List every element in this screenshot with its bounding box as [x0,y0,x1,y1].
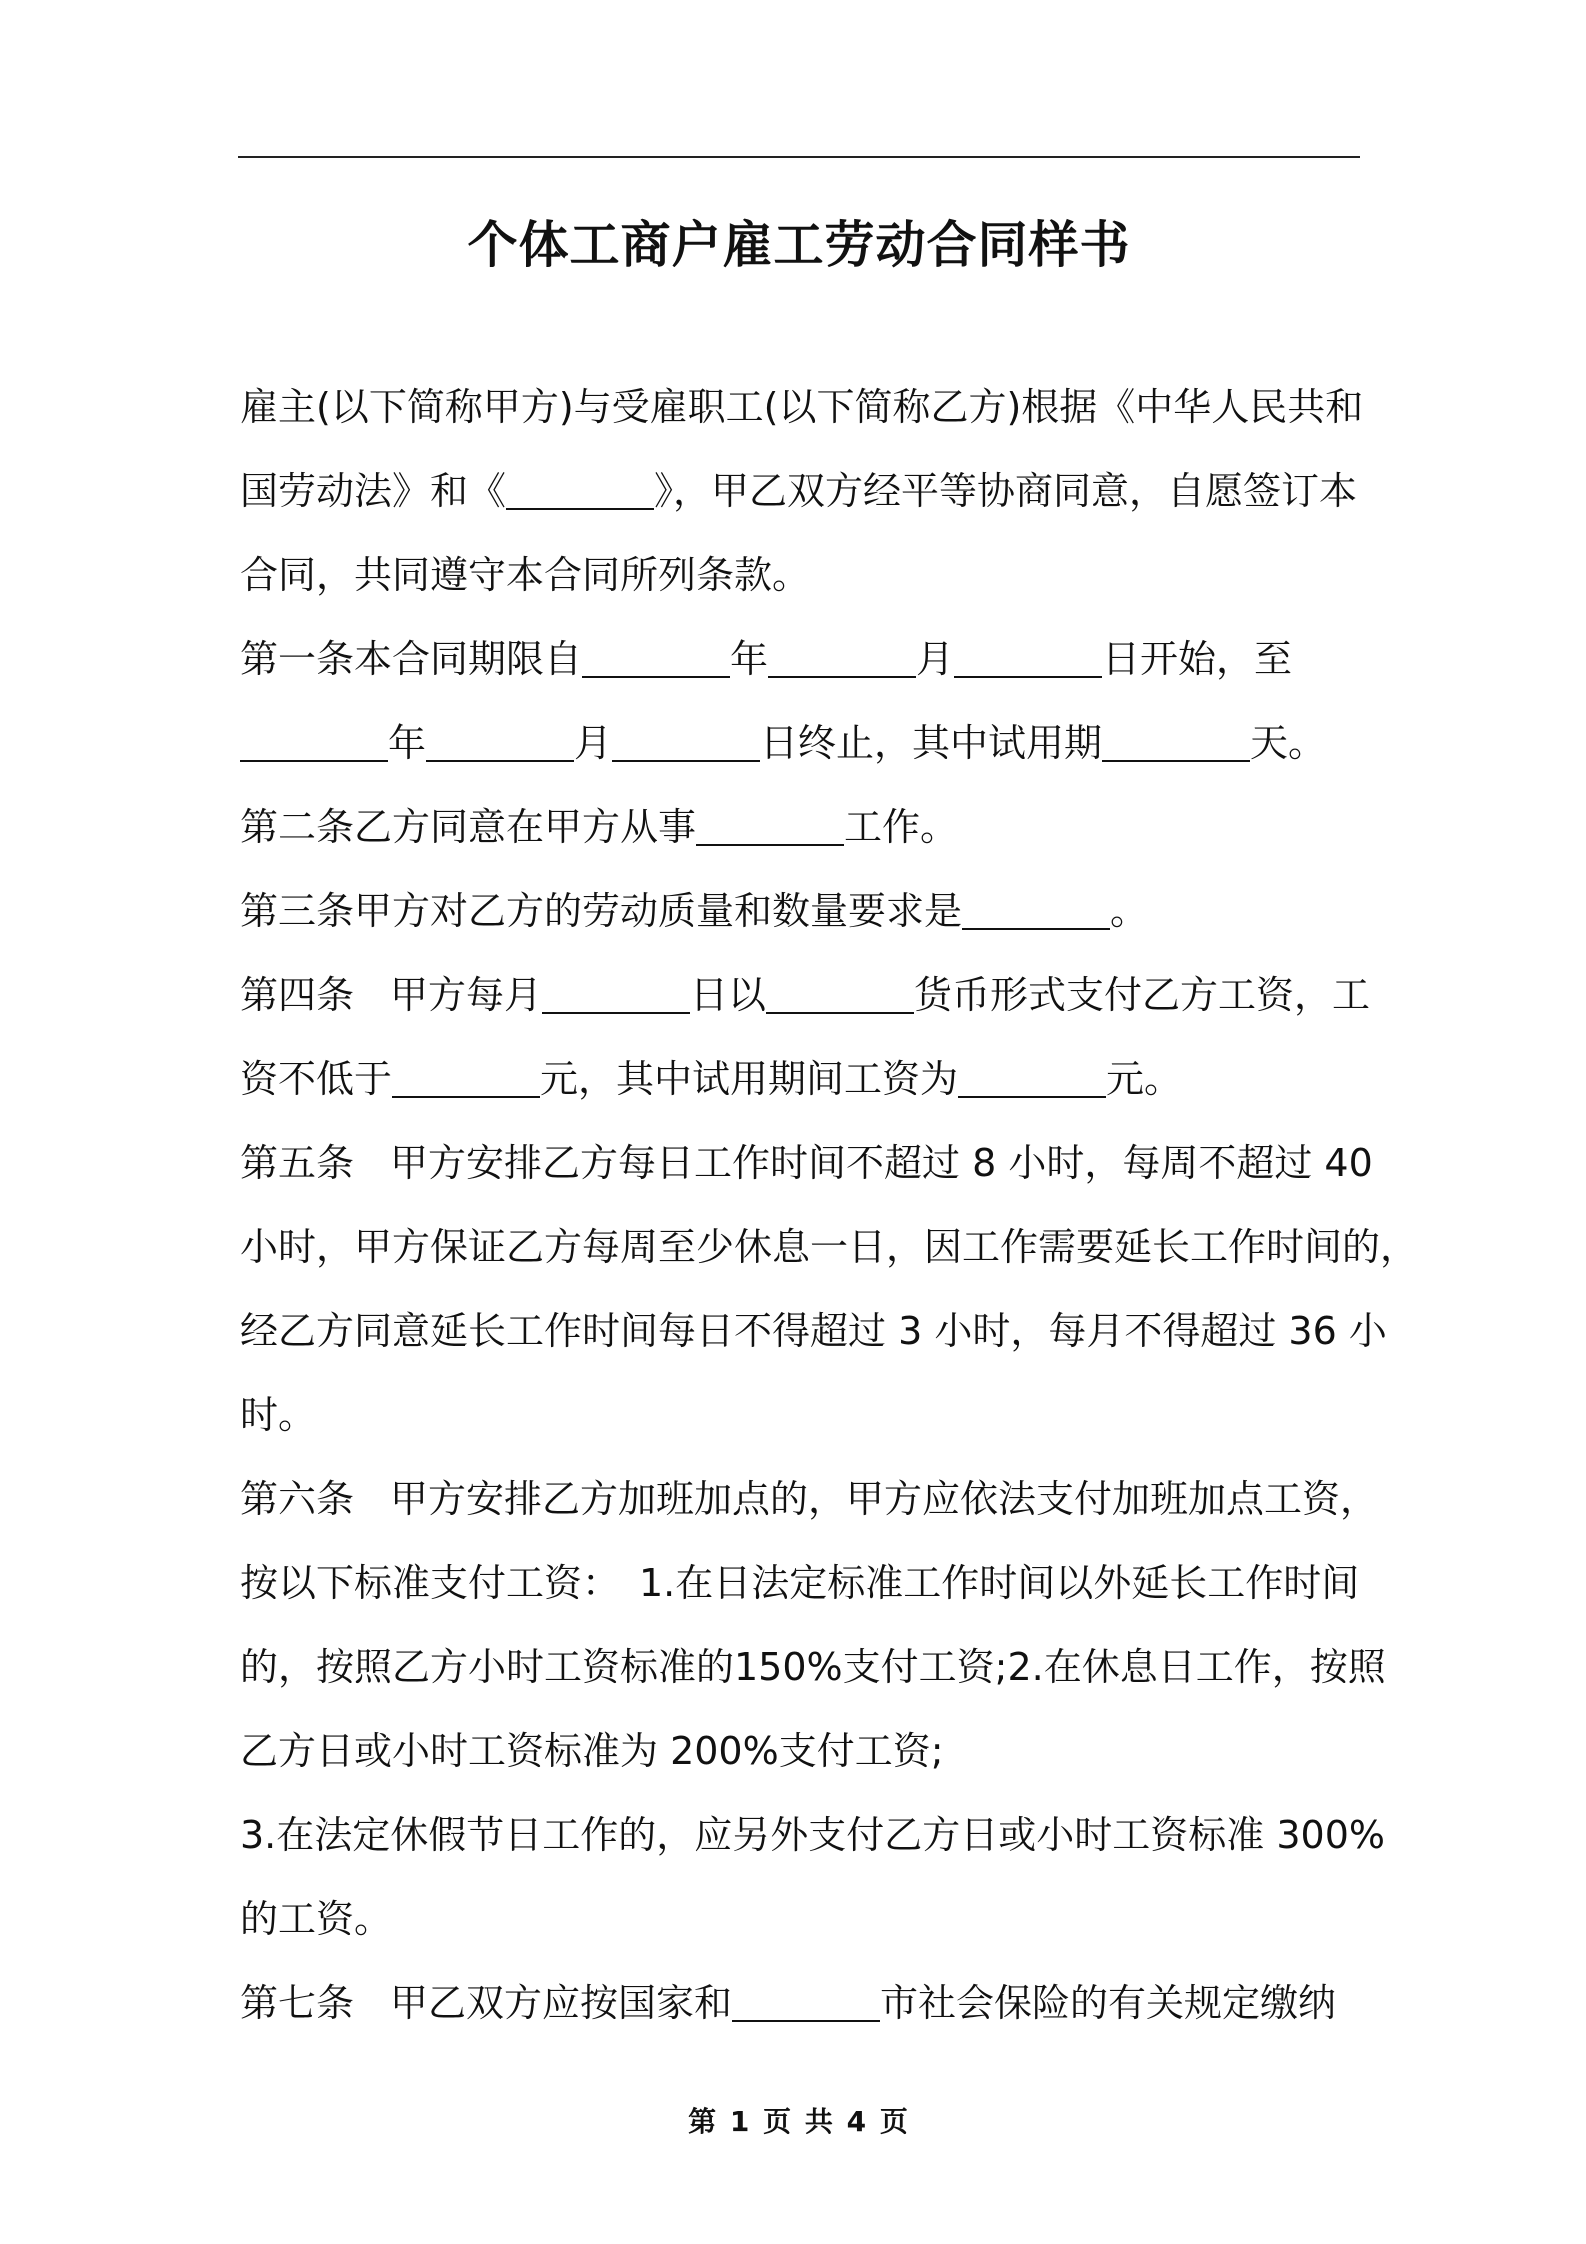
total-pages: 4 [846,2105,869,2138]
article-3: 第三条甲方对乙方的劳动质量和数量要求是 。 [240,889,1149,933]
preamble-line-2: 国劳动法》和《 》，甲乙双方经平等协商同意，自愿签订本 [240,469,1358,513]
article-2: 第二条乙方同意在甲方从事 工作。 [240,805,959,849]
page-number: 第 1 页 共 4 页 [688,2105,910,2138]
article-6-line-6: 的工资。 [240,1897,393,1941]
preamble-line-1: 雇主(以下简称甲方)与受雇职工(以下简称乙方)根据《中华人民共和 [240,385,1364,429]
article-5-line-1: 第五条 甲方安排乙方每日工作时间不超过 8 小时，每周不超过 40 [240,1141,1373,1185]
article-6-line-3: 的，按照乙方小时工资标准的150%支付工资;2.在休息日工作，按照 [240,1645,1386,1689]
article-label: 第七条 [240,1981,355,2025]
blank-field [696,804,844,846]
blank-field [958,1056,1106,1098]
current-page: 1 [729,2105,752,2138]
article-1-line-1: 第一条本合同期限自 年 月 日开始，至 [240,637,1293,681]
article-6-line-5: 3.在法定休假节日工作的，应另外支付乙方日或小时工资标准 300% [240,1813,1385,1857]
blank-field [1102,720,1250,762]
blank-field [582,636,730,678]
article-5-line-3: 经乙方同意延长工作时间每日不得超过 3 小时，每月不得超过 36 小 [240,1309,1387,1353]
contract-body [240,365,1419,2045]
blank-field [612,720,760,762]
article-label: 第六条 [240,1477,355,1521]
article-7-line-1: 第七条 甲乙双方应按国家和 市社会保险的有关规定缴纳 [240,1981,1337,2025]
article-6-line-2: 按以下标准支付工资： 1.在日法定标准工作时间以外延长工作时间 [240,1561,1360,1605]
blank-field [542,972,690,1014]
preamble-line-3: 合同，共同遵守本合同所列条款。 [240,553,811,597]
blank-field [766,972,914,1014]
article-4-line-2: 资不低于 元，其中试用期间工资为 元。 [240,1057,1183,1101]
article-1-line-2: 年 月 日终止，其中试用期 天。 [240,701,1362,785]
blank-field [962,888,1110,930]
article-label: 第五条 [240,1141,355,1185]
article-5-line-4: 时。 [240,1393,317,1437]
article-4-line-1: 第四条 甲方每月 日以 货币形式支付乙方工资，工 [240,973,1371,1017]
blank-field [392,1056,540,1098]
article-5-line-2: 小时，甲方保证乙方每周至少休息一日，因工作需要延长工作时间的， [240,1225,1419,1269]
header-rule [238,156,1360,158]
blank-field [426,720,574,762]
blank-field [240,720,388,762]
article-6-line-1: 第六条 甲方安排乙方加班加点的，甲方应依法支付加班加点工资， [240,1477,1379,1521]
document-title: 个体工商户雇工劳动合同样书 [467,216,1131,274]
article-6-line-4: 乙方日或小时工资标准为 200%支付工资; [240,1729,944,1773]
blank-field [768,636,916,678]
article-label: 第四条 [240,973,355,1017]
blank-field [954,636,1102,678]
blank-field [506,468,654,510]
blank-field [732,1980,880,2022]
